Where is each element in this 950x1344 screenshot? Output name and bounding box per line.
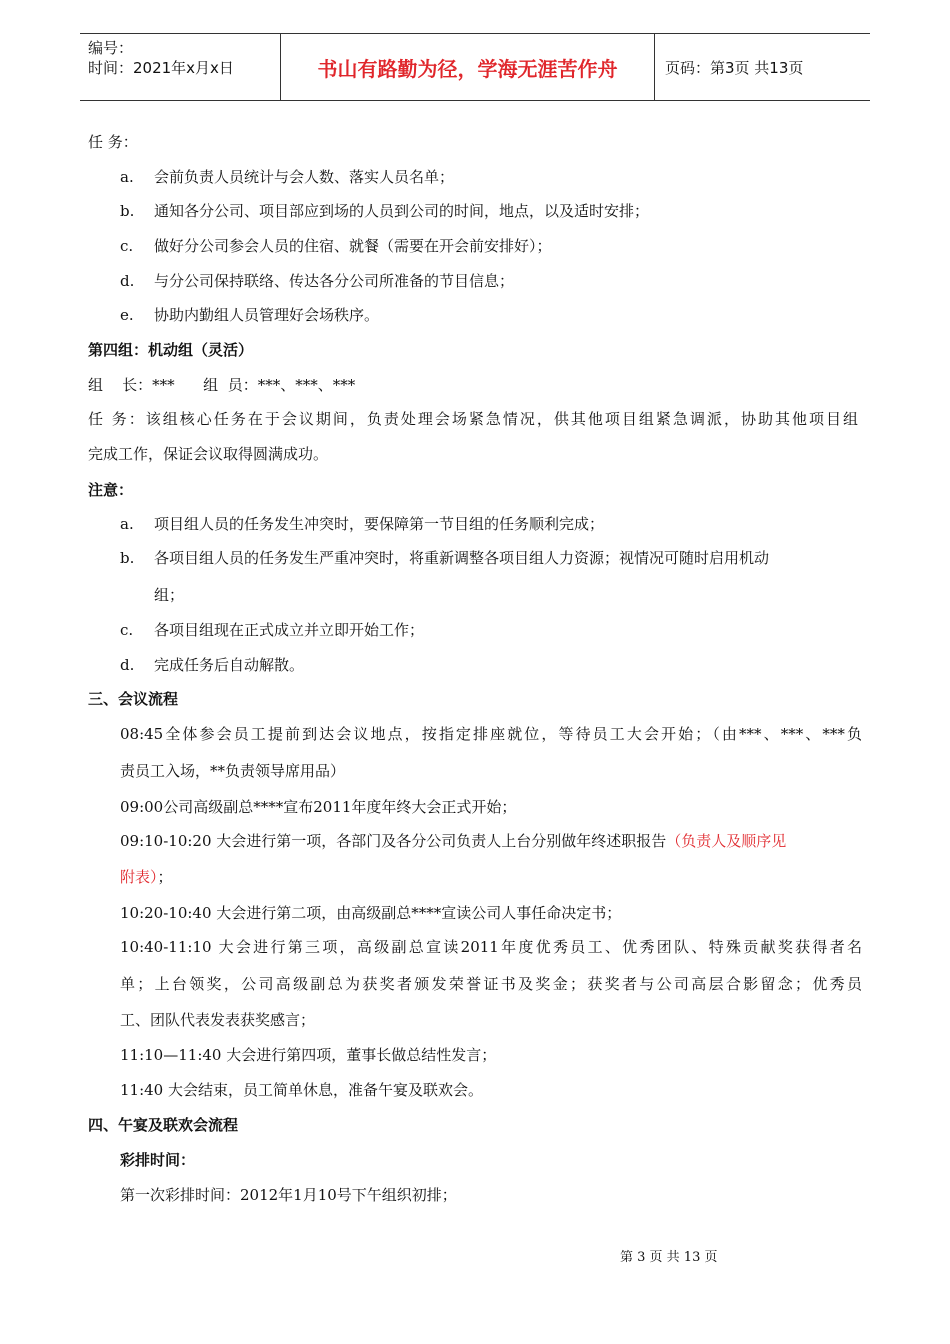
note-d: d. 完成任务后自动解散。 (120, 656, 305, 674)
note-b-continuation: 组； (154, 586, 185, 604)
group4-task-line-1: 任 务：该组核心任务在于会议期间，负责处理会场紧急情况，供其他项目组紧急调派，协助其他项目组 (88, 410, 858, 428)
group4-title: 第四组：机动组（灵活） (88, 341, 254, 359)
rehearsal-title: 彩排时间： (120, 1151, 196, 1169)
flow-1020: 10:20-10:40 大会进行第二项，由高级副总****宣读公司人事任命决定书； (120, 904, 622, 922)
flow-1040-line-3: 工、团队代表发表获奖感言； (120, 1011, 316, 1029)
flow-0910-line-2: 附表）； (120, 868, 173, 886)
note-b: b. 各项目组人员的任务发生严重冲突时，将重新调整各项目组人力资源；视情况可随时启用机动 (120, 549, 770, 567)
note-c: c. 各项目组现在正式成立并立即开始工作； (120, 621, 425, 639)
page-footer: 第 3 页 共 13 页 (620, 1250, 718, 1265)
group3-task-d: d. 与分公司保持联络、传达各分公司所准备的节目信息； (120, 272, 515, 290)
group4-task-line-2: 完成工作，保证会议取得圆满成功。 (88, 445, 329, 463)
flow-0845-line-2: 责员工入场，**负责领导席用品） (120, 762, 346, 780)
document-date-label: 时间：2021年x月x日 (88, 59, 234, 77)
note-a: a. 项目组人员的任务发生冲突时，要保障第一节目组的任务顺利完成； (120, 515, 605, 533)
flow-1110: 11:10—11:40 大会进行第四项，董事长做总结性发言； (120, 1046, 497, 1064)
group3-task-a: a. 会前负责人员统计与会人数、落实人员名单； (120, 168, 455, 186)
section3-title: 三、会议流程 (88, 690, 179, 708)
rehearsal-first: 第一次彩排时间：2012年1月10号下午组织初排； (120, 1186, 457, 1204)
group3-task-label: 任 务： (88, 133, 138, 151)
group3-task-b: b. 通知各分公司、项目部应到场的人员到公司的时间，地点，以及适时安排； (120, 202, 650, 220)
group3-task-c: c. 做好分公司参会人员的住宿、就餐（需要在开会前安排好）； (120, 237, 552, 255)
notes-title: 注意： (88, 481, 134, 499)
flow-1140: 11:40 大会结束，员工简单休息，准备午宴及联欢会。 (120, 1081, 483, 1099)
header-motto: 书山有路勤为径，学海无涯苦作舟 (281, 34, 655, 100)
section4-title: 四、午宴及联欢会流程 (88, 1116, 239, 1134)
flow-0845-line-1: 08:45全体参会员工提前到达会议地点，按指定排座就位，等待员工大会开始；（由***、***、***负 (120, 725, 862, 743)
header-page-label: 页码：第3页 共13页 (665, 58, 804, 77)
flow-1040-line-1: 10:40-11:10 大会进行第三项，高级副总宣读2011年度优秀员工、优秀团队、特殊贡献奖获得者名 (120, 938, 862, 956)
flow-0900: 09:00公司高级副总****宣布2011年度年终大会正式开始； (120, 798, 517, 816)
flow-1040-line-2: 单；上台领奖，公司高级副总为获奖者颁发荣誉证书及奖金；获奖者与公司高层合影留念；优秀员 (120, 975, 862, 993)
group3-task-e: e. 协助内勤组人员管理好会场秩序。 (120, 306, 380, 324)
header-meta-cell (80, 34, 281, 100)
flow-0910-line-1: 09:10-10:20 大会进行第一项，各部门及各分公司负责人上台分别做年终述职报告（负责人及顺序见 (120, 832, 787, 850)
page-header (80, 33, 870, 101)
group4-leader-line: 组 长：*** 组 员：***、***、*** (88, 376, 356, 394)
document-number-label: 编号： (88, 39, 134, 57)
